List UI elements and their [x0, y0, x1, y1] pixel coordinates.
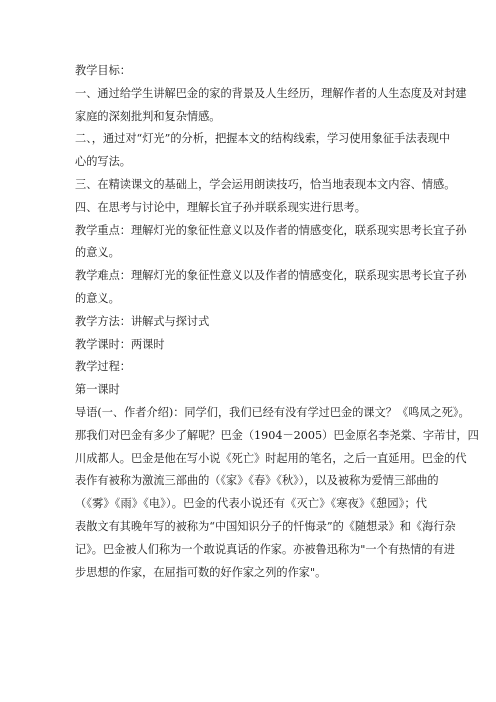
- first-lesson-heading: 第一课时: [75, 383, 120, 397]
- objective-2-line-2: 心的写法。: [75, 155, 131, 169]
- teaching-methods: 教学方法：讲解式与探讨式: [75, 314, 210, 328]
- key-points-line-1: 教学重点：理解灯光的象征性意义以及作者的情感变化，联系现实思考长宜子孙: [75, 223, 467, 237]
- intro-line-4: 表作有被称为激流三部曲的（《家》《春》《秋》），以及被称为爱情三部曲的: [75, 474, 439, 488]
- difficulties-line-2: 的意义。: [75, 291, 120, 305]
- intro-line-3: 川成都人。巴金是他在写小说《死亡》时起用的笔名，之后一直延用。巴金的代: [75, 451, 467, 465]
- teaching-hours: 教学课时：两课时: [75, 337, 165, 351]
- objective-1-line-2: 家庭的深刻批判和复杂情感。: [75, 109, 221, 123]
- intro-line-8: 步思想的作家，在屈指可数的好作家之列的作家"。: [75, 565, 327, 579]
- intro-line-7: 记》。巴金被人们称为一个敢说真话的作家。亦被鲁迅称为"一个有热情的有进: [75, 542, 455, 556]
- difficulties-line-1: 教学难点：理解灯光的象征性意义以及作者的情感变化，联系现实思考长宜子孙: [75, 269, 467, 283]
- intro-line-1: 导语(一、作者介绍)：同学们，我们已经有没有学过巴金的课文？《鸣凤之死》。: [75, 405, 470, 419]
- intro-line-6: 表散文有其晚年写的被称为“中国知识分子的忏悔录”的《随想录》和《海行杂: [75, 519, 456, 533]
- teaching-process-heading: 教学过程：: [75, 360, 131, 374]
- intro-line-5: （《雾》《雨》《电》）。巴金的代表小说还有《灭亡》《寒夜》《憩园》；代: [75, 497, 427, 511]
- objectives-heading: 教学目标：: [75, 64, 131, 77]
- objective-2-line-1: 二、，通过对“灯光”的分析，把握本文的结构线索，学习使用象征手法表现中: [75, 132, 451, 146]
- objective-4: 四、在思考与讨论中，理解长宜子孙并联系现实进行思考。: [75, 200, 366, 214]
- objective-3: 三、在精读课文的基础上，学会运用朗读技巧，恰当地表现本文内容、情感。: [75, 177, 456, 191]
- key-points-line-2: 的意义。: [75, 246, 120, 260]
- document-page: [75, 60, 479, 584]
- intro-line-2: 那我们对巴金有多少了解呢？巴金（1904－2005）巴金原名李尧棠、字芾甘，四: [75, 428, 479, 442]
- objective-1-line-1: 一、通过给学生讲解巴金的家的背景及人生经历，理解作者的人生态度及对封建: [75, 86, 467, 100]
